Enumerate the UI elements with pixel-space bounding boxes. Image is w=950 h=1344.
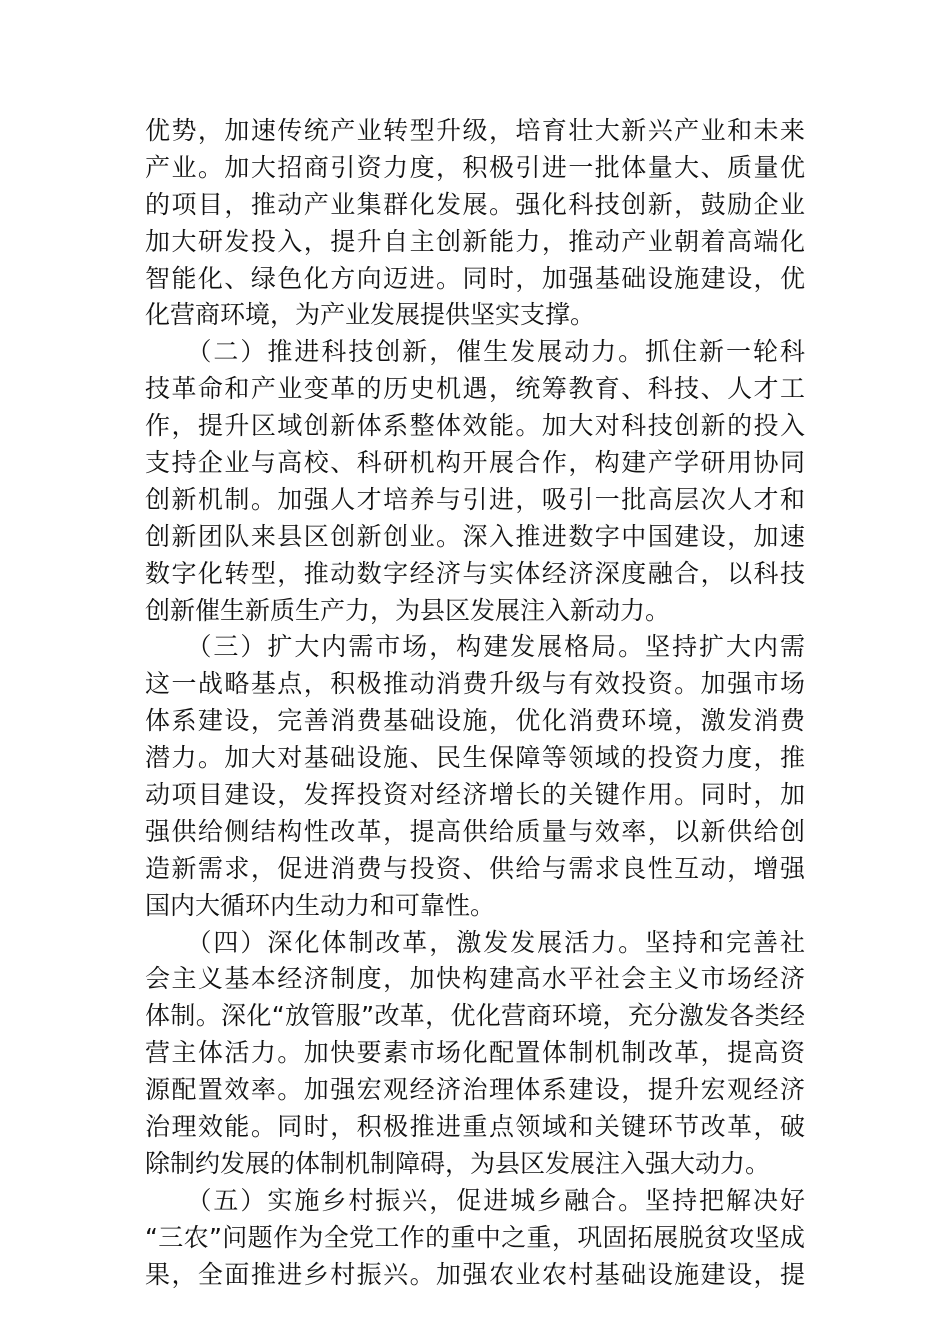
text-line: 化营商环境，为产业发展提供坚实支撑。 [145, 300, 596, 330]
text-line: 数字化转型，推动数字经济与实体经济深度融合，以科技 [145, 558, 805, 588]
text-line: 治理效能。同时，积极推进重点领域和关键环节改革，破 [145, 1112, 805, 1142]
text-line: 除制约发展的体制机制障碍，为县区发展注入强大动力。 [145, 1148, 771, 1178]
text-line: 营主体活力。加快要素市场化配置体制机制改革，提高资 [145, 1038, 805, 1068]
text-line: “三农”问题作为全党工作的重中之重，巩固拓展脱贫攻坚成 [145, 1222, 805, 1252]
text-line: 智能化、绿色化方向迈进。同时，加强基础设施建设，优 [145, 263, 805, 293]
body-text [145, 113, 805, 1294]
text-line: （二）推进科技创新，催生发展动力。抓住新一轮科 [145, 337, 805, 367]
text-line: 支持企业与高校、科研机构开展合作，构建产学研用协同 [145, 448, 805, 478]
text-line: 造新需求，促进消费与投资、供给与需求良性互动，增强 [145, 853, 805, 883]
text-line: 作，提升区域创新体系整体效能。加大对科技创新的投入 [145, 411, 805, 441]
text-line: 这一战略基点，积极推动消费升级与有效投资。加强市场 [145, 669, 805, 699]
text-line: 果，全面推进乡村振兴。加强农业农村基础设施建设，提 [145, 1259, 805, 1289]
text-line: （四）深化体制改革，激发发展活力。坚持和完善社 [145, 927, 805, 957]
text-line: 强供给侧结构性改革，提高供给质量与效率，以新供给创 [145, 816, 805, 846]
text-line: 会主义基本经济制度，加快构建高水平社会主义市场经济 [145, 964, 805, 994]
text-line: 优势，加速传统产业转型升级，培育壮大新兴产业和未来 [145, 116, 805, 145]
text-line: 加大研发投入，提升自主创新能力，推动产业朝着高端化 [145, 226, 805, 256]
text-line: 创新团队来县区创新创业。深入推进数字中国建设，加速 [145, 521, 805, 551]
text-line: 的项目，推动产业集群化发展。强化科技创新，鼓励企业 [145, 189, 805, 219]
text-line: 源配置效率。加强宏观经济治理体系建设，提升宏观经济 [145, 1075, 805, 1105]
text-line: 体制。深化“放管服”改革，优化营商环境，充分激发各类经 [145, 1001, 805, 1031]
text-line: 动项目建设，发挥投资对经济增长的关键作用。同时，加 [145, 780, 805, 810]
text-line: 创新催生新质生产力，为县区发展注入新动力。 [145, 595, 671, 625]
text-line: 技革命和产业变革的历史机遇，统筹教育、科技、人才工 [145, 374, 805, 404]
text-line: （三）扩大内需市场，构建发展格局。坚持扩大内需 [145, 632, 805, 662]
text-line: 创新机制。加强人才培养与引进，吸引一批高层次人才和 [145, 484, 805, 514]
text-line: 国内大循环内生动力和可靠性。 [145, 890, 496, 920]
text-line: 产业。加大招商引资力度，积极引进一批体量大、质量优 [145, 152, 805, 182]
text-line: 体系建设，完善消费基础设施，优化消费环境，激发消费 [145, 706, 805, 736]
text-line: （五）实施乡村振兴，促进城乡融合。坚持把解决好 [145, 1185, 805, 1215]
text-line: 潜力。加大对基础设施、民生保障等领域的投资力度，推 [145, 743, 805, 773]
